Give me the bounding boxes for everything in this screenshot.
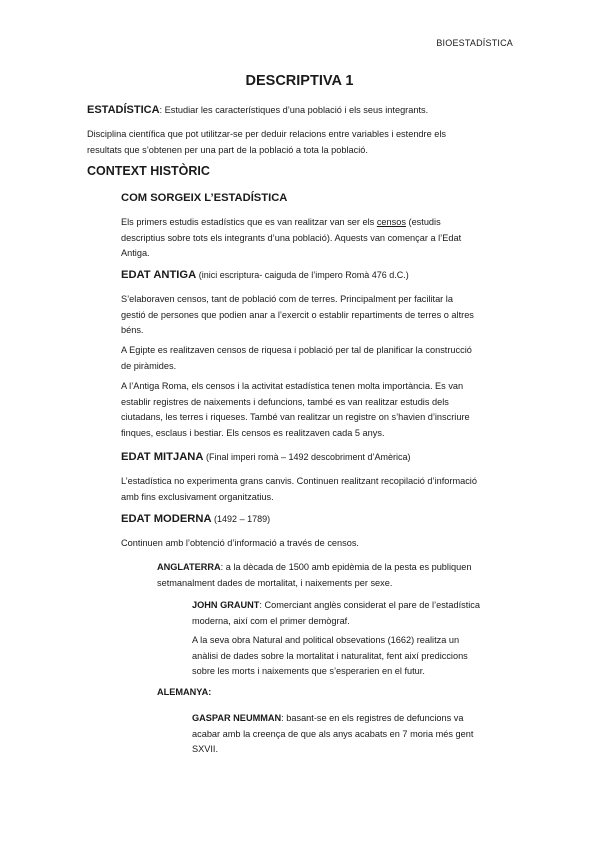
censos-link[interactable]: censos: [376, 217, 406, 227]
label: JOHN GRAUNT: [192, 600, 260, 610]
text-line: ciutadans, les terres i riqueses. També van realitzar un registre on s’havien d’inscriure: [121, 412, 470, 422]
text-line: amb fins exclusivament organitzatius.: [121, 491, 274, 502]
edat-moderna-heading: [121, 512, 270, 528]
text-line: S’elaboraven censos, tant de població com de terres. Principalment per facilitar la: [121, 294, 453, 304]
edat-antiga-paragraph-2: [121, 343, 472, 374]
edat-antiga-heading: [121, 268, 409, 284]
edat-mitjana-paragraph: [121, 474, 477, 505]
running-header: BIOESTADÍSTICA: [436, 38, 513, 48]
edat-moderna-paragraph: Continuen amb l’obtenció d’informació a través de censos.: [121, 538, 359, 548]
alemanya-label: [157, 685, 211, 701]
text-line: gestió de persones que podien anar a l’exercit o establir repartiments de terres o altres: [121, 309, 474, 320]
page-title: DESCRIPTIVA 1: [245, 73, 354, 89]
label: ANGLATERRA: [157, 562, 221, 572]
text-line: [192, 711, 473, 727]
text-line: establir registres de naixements i defuncions, també es van realitzar estudis dels: [121, 396, 449, 407]
graunt-paragraph-2: [192, 633, 468, 680]
text-line: Disciplina científica que pot utilitzar-se per deduir relacions entre variables i estendre els: [87, 129, 447, 139]
text-span: (estudis: [405, 217, 441, 227]
text-line: A la seva obra Natural and political obsevations (1662) realitza un: [192, 635, 460, 645]
text-line: moderna, així com el primer demògraf.: [192, 615, 350, 626]
text-span: : a la dècada de 1500 amb epidèmia de la pesta es publiquen: [220, 562, 472, 572]
definition-paragraph: [87, 103, 428, 119]
label: ALEMANYA:: [157, 687, 212, 697]
edat-antiga-paragraph-1: [121, 292, 474, 339]
text-line: sobre les morts i naixements que s’esperarien en el futur.: [192, 666, 425, 676]
definition-text: : Estudiar les característiques d’una població i els seus integrants.: [159, 105, 429, 115]
text-line: [121, 215, 461, 231]
intro-paragraph: [87, 127, 446, 158]
heading-note: (1492 – 1789): [211, 514, 271, 524]
origin-paragraph: [121, 215, 461, 262]
text-line: A Egipte es realitzaven censos de riquesa i població per tal de planificar la construcció: [121, 345, 472, 355]
graunt-paragraph: [192, 598, 480, 629]
heading-text: EDAT MODERNA: [121, 513, 212, 525]
text-line: Antiga.: [121, 248, 150, 258]
text-line: [192, 598, 480, 614]
heading-text: EDAT MITJANA: [121, 451, 204, 463]
heading-note: (inici escriptura- caiguda de l’impero Romà 476 d.C.): [196, 270, 409, 280]
text-line: de piràmides.: [121, 360, 177, 371]
text-line: anàlisi de dades sobre la mortalitat i naturalitat, fent així prediccions: [192, 650, 468, 661]
text-line: descriptius sobre tots els integrants d’una població). Aquests van començar a l’Edat: [121, 232, 462, 243]
text-line: L’estadística no experimenta grans canvis. Continuen realitzant recopilació d’informació: [121, 476, 477, 486]
anglaterra-paragraph: [157, 560, 471, 591]
text-span: : basant-se en els registres de defuncions va: [281, 713, 464, 723]
text-line: setmanalment dades de mortalitat, i naixements per sexe.: [157, 577, 393, 588]
edat-mitjana-heading: [121, 450, 411, 466]
heading-note: (Final imperi romà – 1492 descobriment d’Amèrica): [203, 452, 411, 462]
text-line: SXVII.: [192, 744, 219, 754]
definition-term: ESTADÍSTICA: [87, 104, 160, 116]
text-span: : Comerciant anglès considerat el pare de l’estadística: [259, 600, 481, 610]
text-span: Els primers estudis estadístics que es van realitzar van ser els: [121, 217, 377, 227]
label: GASPAR NEUMMAN: [192, 713, 282, 723]
text-line: béns.: [121, 325, 144, 335]
text-line: finques, esclaus i bestiar. Els censos es realitzaven cada 5 anys.: [121, 427, 385, 438]
neumman-paragraph: [192, 711, 473, 758]
section-heading: CONTEXT HISTÒRIC: [87, 164, 210, 178]
text-line: [157, 560, 471, 576]
text-line: acabar amb la creença de que als anys acabats en 7 moria més gent: [192, 728, 474, 739]
text-line: resultats que s’obtenen per una part de la població a tota la població.: [87, 144, 368, 155]
text-line: A l’Antiga Roma, els censos i la activitat estadística tenen molta importància. Es van: [121, 381, 464, 391]
heading-text: EDAT ANTIGA: [121, 269, 197, 281]
subsection-heading: COM SORGEIX L’ESTADÍSTICA: [121, 192, 288, 204]
edat-antiga-paragraph-3: [121, 379, 470, 441]
